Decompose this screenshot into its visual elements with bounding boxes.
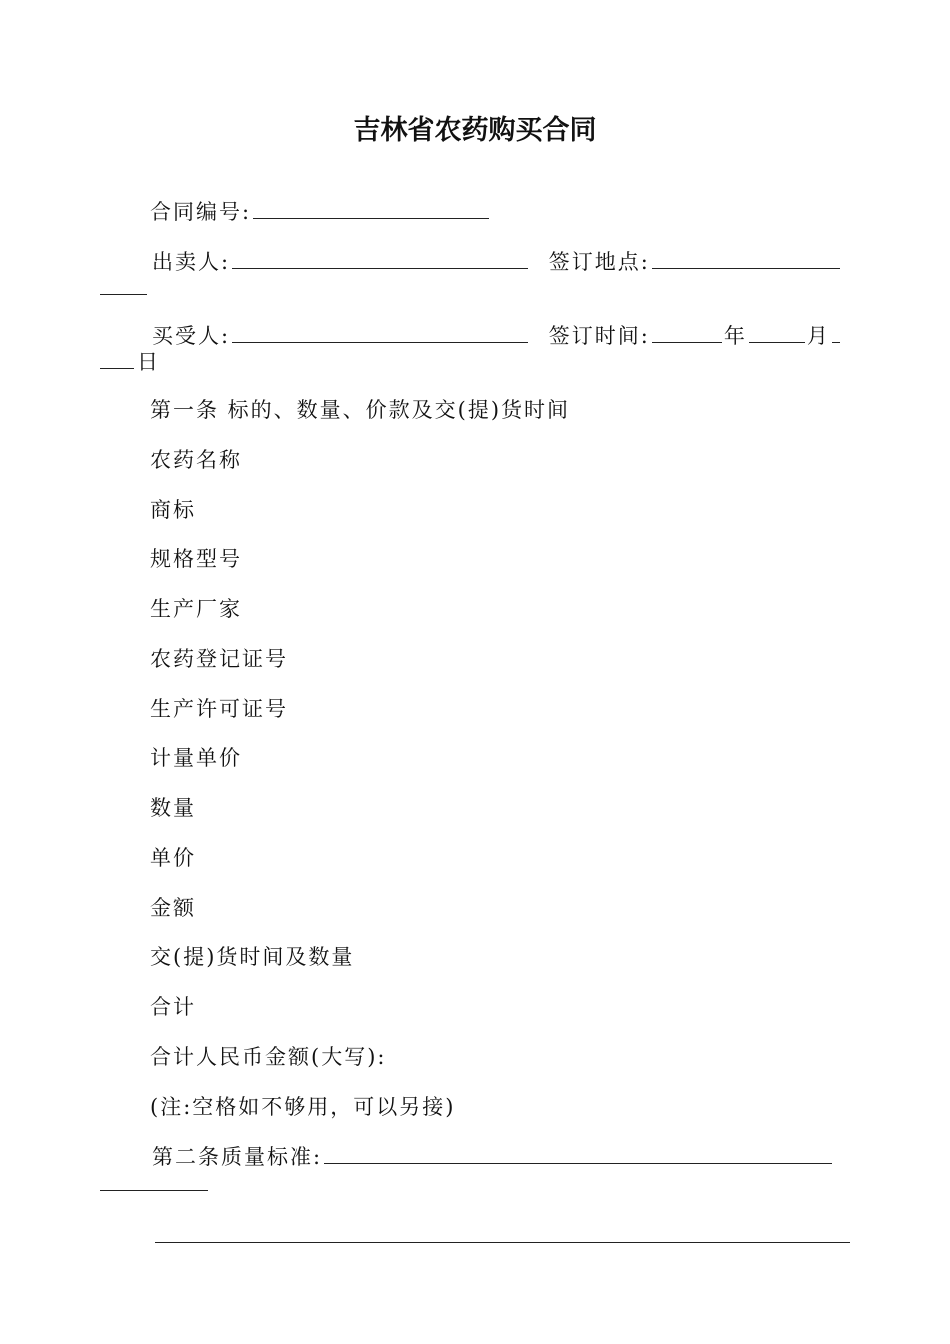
article-2-label: 第二条质量标准: (152, 1145, 323, 1169)
document-title: 吉林省农药购买合同 (353, 115, 597, 146)
month-blank[interactable] (749, 322, 805, 343)
quality-standard-blank[interactable] (324, 1143, 832, 1164)
day-blank-continued[interactable] (100, 348, 134, 369)
item-specification: 规格型号 (150, 547, 242, 571)
article-1-heading: 第一条 标的、数量、价款及交(提)货时间 (150, 398, 571, 422)
sign-place-blank-continued[interactable] (100, 294, 147, 295)
item-note: (注:空格如不够用，可以另接) (150, 1095, 456, 1119)
item-trademark: 商标 (150, 498, 196, 522)
quality-standard-blank-continued[interactable] (100, 1190, 208, 1191)
item-total: 合计 (150, 995, 196, 1019)
seller-blank[interactable] (232, 248, 528, 269)
item-amount: 金额 (150, 896, 196, 920)
article-2-line (152, 1143, 834, 1171)
item-unit-price: 单价 (150, 846, 196, 870)
item-registration-no: 农药登记证号 (150, 647, 288, 671)
sign-place-label: 签订地点: (548, 250, 650, 274)
item-unit-of-measure: 计量单价 (150, 746, 242, 770)
seller-label: 出卖人: (152, 250, 231, 274)
buyer-label: 买受人: (152, 324, 231, 348)
sign-place-blank[interactable] (652, 248, 840, 269)
item-delivery-time: 交(提)货时间及数量 (150, 945, 355, 969)
day-blank[interactable] (832, 322, 840, 343)
buyer-blank[interactable] (232, 322, 528, 343)
item-license-no: 生产许可证号 (150, 697, 288, 721)
contract-number-label: 合同编号: (150, 200, 252, 224)
contract-number-line (150, 198, 491, 226)
seller-line (152, 248, 842, 276)
item-quantity: 数量 (150, 796, 196, 820)
year-blank[interactable] (652, 322, 722, 343)
sign-time-label: 签订时间: (548, 324, 650, 348)
contract-number-blank[interactable] (253, 198, 489, 219)
item-manufacturer: 生产厂家 (150, 597, 242, 621)
day-label: 日 (137, 350, 158, 374)
month-label: 月 (806, 324, 830, 348)
year-label: 年 (723, 324, 747, 348)
day-line (100, 348, 158, 376)
item-pesticide-name: 农药名称 (150, 448, 242, 472)
buyer-line (152, 322, 842, 350)
blank-rule-line[interactable] (155, 1242, 850, 1243)
item-total-rmb: 合计人民币金额(大写): (150, 1045, 387, 1069)
